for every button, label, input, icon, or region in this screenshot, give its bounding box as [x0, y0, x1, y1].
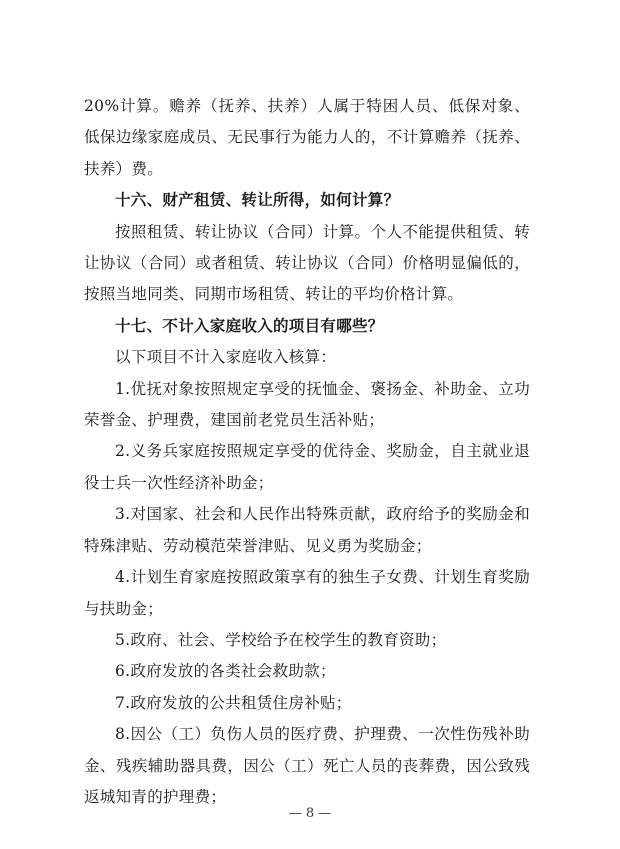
body-paragraph: 按照租赁、转让协议（合同）计算。个人不能提供租赁、转让协议（合同）或者租赁、转让协议（合同）价格明显偏低的，按照当地同类、同期市场租赁、转让的平均价格计算。 [84, 222, 530, 304]
body-paragraph: 1.优抚对象按照规定享受的抚恤金、褒扬金、补助金、立功荣誉金、护理费，建国前老党员生活补贴； [84, 379, 530, 430]
body-paragraph: 以下项目不计入家庭收入核算： [115, 348, 337, 367]
body-paragraph: 6.政府发放的各类社会救助款； [115, 662, 336, 681]
body-paragraph: 8.因公（工）负伤人员的医疗费、护理费、一次性伤残补助金、残疾辅助器具费，因公（工）死亡人员的丧葬费，因公致残返城知青的护理费； [84, 725, 530, 806]
section-heading: 十七、不计入家庭收入的项目有哪些？ [115, 316, 384, 335]
document-body [84, 91, 530, 813]
body-paragraph: 5.政府、社会、学校给予在校学生的教育资助； [115, 630, 447, 649]
body-paragraph: 4.计划生育家庭按照政策享有的独生子女费、计划生育奖励与扶助金； [84, 568, 530, 618]
page-number: — 8 — [288, 806, 332, 821]
body-paragraph: 20%计算。赡养（抚养、扶养）人属于特困人员、低保对象、低保边缘家庭成员、无民事行为能力人的，不计算赡养（抚养、扶养）费。 [84, 97, 530, 178]
section-heading: 十六、财产租赁、转让所得，如何计算？ [115, 191, 400, 210]
body-paragraph: 3.对国家、社会和人民作出特殊贡献，政府给予的奖励金和特殊津贴、劳动模范荣誉津贴、见义勇为奖励金； [84, 505, 530, 555]
body-paragraph: 7.政府发放的公共租赁住房补贴； [115, 693, 352, 712]
body-paragraph: 2.义务兵家庭按照规定享受的优待金、奖励金，自主就业退役士兵一次性经济补助金； [84, 442, 530, 492]
